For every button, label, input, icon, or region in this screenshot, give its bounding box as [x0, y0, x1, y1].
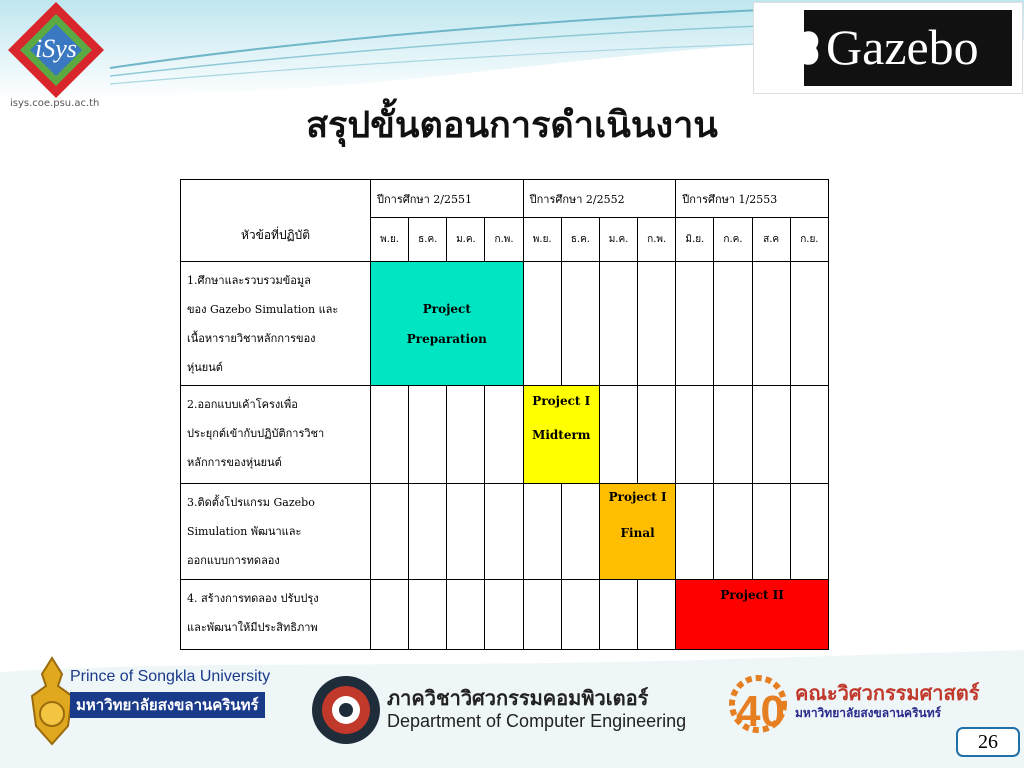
- psu-name-en: Prince of Songkla University: [70, 668, 271, 685]
- isys-url: isys.coe.psu.ac.th: [10, 98, 100, 109]
- department-name-th: ภาควิชาวิศวกรรมคอมพิวเตอร์: [387, 686, 649, 710]
- month-header: ก.พ.: [485, 218, 523, 262]
- anniversary-number: 40: [736, 687, 785, 736]
- task-text: หลักการของหุ่นยนต์: [187, 456, 282, 469]
- bar-label: Project II: [720, 588, 784, 602]
- schedule-table: [180, 179, 829, 650]
- task-cell-3: [181, 484, 371, 580]
- task-text: และพัฒนาให้มีประสิทธิภาพ: [187, 621, 318, 634]
- task-text: 4. สร้างการทดลอง ปรับปรุง: [187, 592, 319, 605]
- faculty-university-th: มหาวิทยาลัยสงขลานครินทร์: [795, 706, 942, 720]
- task-text: เนื้อหารายวิชาหลักการของ: [187, 332, 316, 345]
- task-text: ออกแบบการทดลอง: [187, 554, 280, 567]
- month-header: ม.ค.: [599, 218, 637, 262]
- month-header: ก.พ.: [638, 218, 676, 262]
- task-cell-1: [181, 262, 371, 386]
- month-header: พ.ย.: [523, 218, 561, 262]
- puzzle-icon: [764, 10, 824, 86]
- computer-engineering-logo-icon: [308, 672, 384, 748]
- psu-name-th: มหาวิทยาลัยสงขลานครินทร์: [70, 692, 265, 718]
- bar-label: Project: [422, 301, 471, 316]
- bar-project-1-midterm: [523, 386, 599, 484]
- bar-project-2: [676, 580, 829, 650]
- year-header-1: ปีการศึกษา 2/2551: [371, 180, 524, 218]
- bar-label: Final: [620, 526, 655, 540]
- bar-label: Project I: [608, 490, 667, 504]
- task-text: หุ่นยนต์: [187, 361, 223, 374]
- gazebo-logo-text: Gazebo: [826, 19, 979, 75]
- bar-label: Midterm: [532, 428, 591, 442]
- isys-logo-text: iSys: [35, 34, 77, 63]
- month-header: ก.ย.: [790, 218, 828, 262]
- task-cell-4: [181, 580, 371, 650]
- month-header: ก.ค.: [714, 218, 752, 262]
- task-text: 3.ติดตั้งโปรแกรม Gazebo: [187, 496, 315, 509]
- gazebo-logo: [753, 2, 1023, 94]
- task-row-2: [181, 386, 829, 484]
- bar-project-1-final: [599, 484, 675, 580]
- task-row-4: [181, 580, 829, 650]
- bar-label: Project I: [532, 394, 591, 408]
- bar-label: Preparation: [406, 331, 487, 346]
- task-row-3: [181, 484, 829, 580]
- bar-project-preparation: [371, 262, 524, 386]
- task-text: ประยุกต์เข้ากับปฏิบัติการวิชา: [187, 427, 325, 440]
- task-text: Simulation พัฒนาและ: [187, 525, 302, 538]
- task-text: ของ Gazebo Simulation และ: [187, 303, 339, 316]
- month-header: ส.ค: [752, 218, 790, 262]
- month-header: ธ.ค.: [561, 218, 599, 262]
- task-row-1: [181, 262, 829, 386]
- task-text: 1.ศึกษาและรวบรวมข้อมูล: [187, 274, 311, 287]
- year-header-2: ปีการศึกษา 2/2552: [523, 180, 676, 218]
- month-header: ม.ค.: [447, 218, 485, 262]
- department-name-en: Department of Computer Engineering: [387, 711, 687, 731]
- month-header: ธ.ค.: [409, 218, 447, 262]
- month-header: มิ.ย.: [676, 218, 714, 262]
- isys-logo: [4, 0, 108, 100]
- page-number: 26: [956, 727, 1020, 757]
- task-header: หัวข้อที่ปฏิบัติ: [181, 180, 371, 262]
- task-text: 2.ออกแบบเค้าโครงเพื่อ: [187, 398, 298, 411]
- slide-title: สรุปขั้นตอนการดำเนินงาน: [306, 105, 718, 146]
- faculty-name-th: คณะวิศวกรรมศาสตร์: [795, 681, 980, 705]
- faculty-40th-anniversary-icon: [714, 668, 790, 748]
- task-cell-2: [181, 386, 371, 484]
- year-header-3: ปีการศึกษา 1/2553: [676, 180, 829, 218]
- month-header: พ.ย.: [371, 218, 409, 262]
